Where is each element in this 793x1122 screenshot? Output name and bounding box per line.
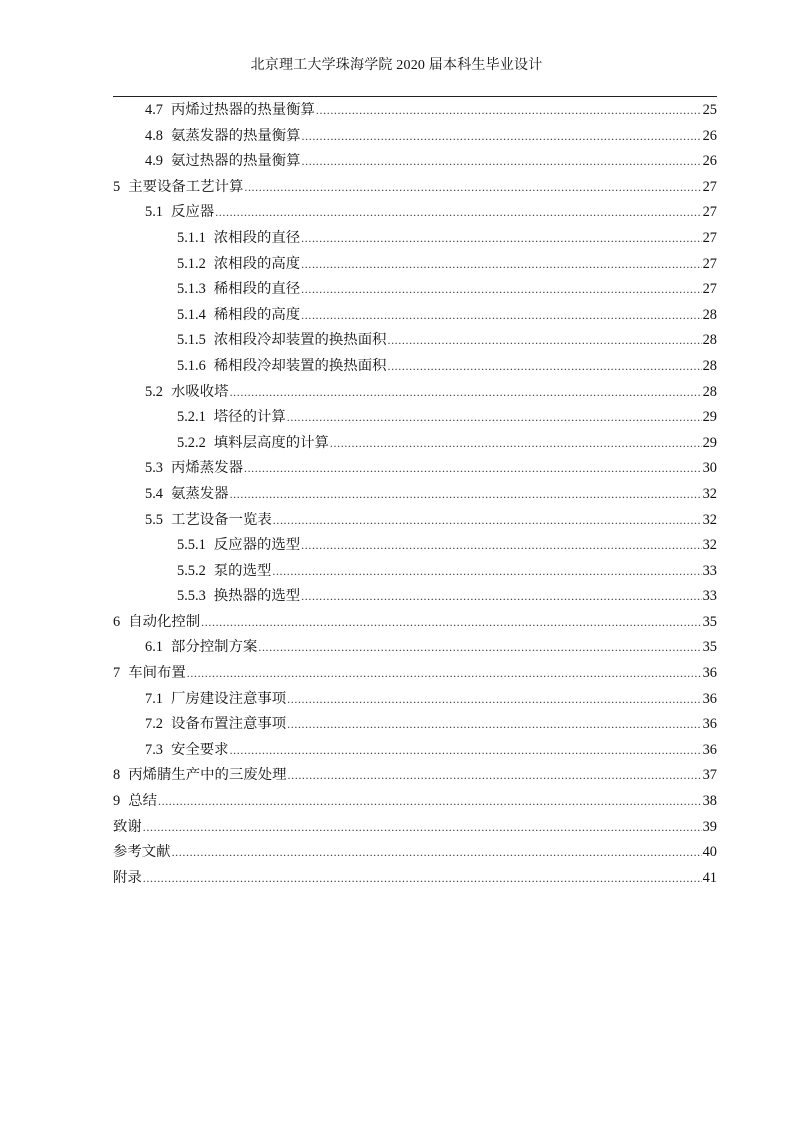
toc-entry-title: 丙烯过热器的热量衡算 bbox=[171, 102, 315, 118]
toc-entry-page-number: 27 bbox=[702, 204, 717, 221]
toc-entry-title: 附录 bbox=[113, 869, 142, 886]
toc-dot-leader bbox=[230, 738, 702, 764]
toc-entry-title: 厂房建设注意事项 bbox=[171, 690, 287, 707]
toc-entry-number: 5.4 bbox=[145, 485, 163, 502]
toc-entry-title: 稀相段的高度 bbox=[213, 306, 301, 323]
toc-entry-number: 5.5.3 bbox=[177, 588, 206, 605]
toc-entry-number: 4.8 bbox=[145, 127, 163, 144]
toc-dot-leader bbox=[244, 175, 701, 201]
toc-entry-number: 5.5 bbox=[145, 511, 163, 528]
toc-entry-page-number: 37 bbox=[702, 767, 717, 784]
toc-entry-page-number: 27 bbox=[702, 229, 717, 246]
toc-entry[interactable] bbox=[113, 840, 717, 866]
toc-entry-number: 8 bbox=[113, 767, 121, 784]
toc-entry-page-number: 36 bbox=[702, 690, 717, 707]
toc-entry-page-number: 35 bbox=[702, 613, 717, 630]
toc-entry[interactable] bbox=[113, 98, 717, 124]
toc-entry-page-number: 28 bbox=[702, 357, 717, 374]
toc-entry-number: 5.2.2 bbox=[177, 434, 206, 451]
toc-entry-title: 氨蒸发器的热量衡算 bbox=[171, 127, 301, 144]
toc-entry-number: 5.1.2 bbox=[177, 255, 206, 272]
toc-entry-title: 参考文献 bbox=[113, 844, 171, 861]
toc-entry-page-number: 26 bbox=[702, 127, 717, 144]
toc-entry-title: 设备布置注意事项 bbox=[171, 716, 287, 733]
toc-entry[interactable] bbox=[113, 354, 717, 380]
toc-dot-leader bbox=[172, 840, 702, 866]
toc-entry[interactable] bbox=[113, 738, 717, 764]
toc-entry-title: 致谢 bbox=[113, 818, 142, 835]
toc-entry-page-number: 36 bbox=[702, 716, 717, 733]
toc-entry-number: 5.3 bbox=[145, 460, 163, 477]
toc-entry-title: 换热器的选型 bbox=[213, 588, 301, 605]
toc-entry-number: 7.2 bbox=[145, 716, 163, 733]
toc-entry-title: 氨蒸发器 bbox=[171, 485, 229, 502]
toc-entry-title: 主要设备工艺计算 bbox=[128, 178, 244, 195]
toc-entry-number: 7.3 bbox=[145, 741, 163, 758]
toc-entry-number: 5.2 bbox=[145, 383, 163, 400]
toc-entry-title: 塔径的计算 bbox=[213, 409, 286, 426]
toc-entry-number: 9 bbox=[113, 793, 121, 810]
toc-entry[interactable] bbox=[113, 149, 717, 175]
toc-entry-page-number: 35 bbox=[702, 639, 717, 656]
toc-entry-number: 5 bbox=[113, 178, 121, 195]
toc-entry[interactable] bbox=[113, 303, 717, 329]
toc-entry-number: 6 bbox=[113, 613, 121, 630]
toc-entry-page-number: 38 bbox=[702, 793, 717, 810]
toc-entry-page-number: 27 bbox=[702, 281, 717, 298]
toc-dot-leader bbox=[287, 712, 701, 738]
toc-entry[interactable] bbox=[113, 405, 717, 431]
toc-entry[interactable] bbox=[113, 635, 717, 661]
toc-entry[interactable] bbox=[113, 559, 717, 585]
toc-entry-title: 工艺设备一览表 bbox=[171, 511, 272, 528]
toc-entry-page-number: 36 bbox=[702, 741, 717, 758]
toc-entry-title: 部分控制方案 bbox=[171, 639, 258, 656]
toc-entry-title: 丙烯蒸发器 bbox=[171, 460, 243, 477]
toc-entry[interactable] bbox=[113, 815, 717, 841]
page-header: 北京理工大学珠海学院 2020 届本科生毕业设计 bbox=[250, 58, 543, 73]
toc-entry-page-number: 32 bbox=[702, 511, 717, 528]
toc-entry[interactable] bbox=[113, 610, 717, 636]
toc-dot-leader bbox=[330, 431, 702, 457]
toc-entry-page-number: 36 bbox=[702, 665, 717, 682]
toc-entry[interactable] bbox=[113, 508, 717, 534]
toc-dot-leader bbox=[301, 533, 701, 559]
toc-entry[interactable] bbox=[113, 175, 717, 201]
toc-dot-leader bbox=[287, 687, 701, 713]
toc-entry-page-number: 33 bbox=[702, 588, 717, 605]
toc-dot-leader bbox=[301, 277, 701, 303]
toc-entry-page-number: 25 bbox=[702, 102, 717, 118]
toc-entry-page-number: 33 bbox=[702, 562, 717, 579]
toc-entry[interactable] bbox=[113, 763, 717, 789]
toc-dot-leader bbox=[201, 610, 701, 636]
toc-entry-page-number: 28 bbox=[702, 306, 717, 323]
toc-entry-page-number: 29 bbox=[702, 434, 717, 451]
toc-entry-number: 4.7 bbox=[145, 102, 163, 118]
toc-entry-title: 安全要求 bbox=[171, 741, 229, 758]
toc-entry-title: 氨过热器的热量衡算 bbox=[171, 153, 301, 170]
toc-entry[interactable] bbox=[113, 533, 717, 559]
toc-dot-leader bbox=[288, 763, 702, 789]
toc-dot-leader bbox=[158, 789, 702, 815]
toc-dot-leader bbox=[302, 149, 702, 175]
header-rule bbox=[113, 96, 717, 97]
toc-entry-title: 浓相段的高度 bbox=[213, 255, 301, 272]
toc-entry-number: 5.1 bbox=[145, 204, 163, 221]
toc-entry-page-number: 41 bbox=[702, 869, 717, 886]
toc-entry-page-number: 30 bbox=[702, 460, 717, 477]
toc-dot-leader bbox=[387, 328, 701, 354]
toc-entry-number: 5.2.1 bbox=[177, 409, 206, 426]
toc-entry-page-number: 39 bbox=[702, 818, 717, 835]
toc-dot-leader bbox=[244, 456, 702, 482]
toc-dot-leader bbox=[143, 815, 702, 841]
toc-entry-title: 稀相段冷却装置的换热面积 bbox=[213, 357, 387, 374]
toc-entry[interactable] bbox=[113, 661, 717, 687]
toc-entry-title: 泵的选型 bbox=[213, 562, 272, 579]
toc-entry[interactable] bbox=[113, 789, 717, 815]
toc-entry-number: 6.1 bbox=[145, 639, 163, 656]
toc-entry-page-number: 29 bbox=[702, 409, 717, 426]
toc-dot-leader bbox=[230, 380, 702, 406]
toc-entry[interactable] bbox=[113, 431, 717, 457]
toc-entry[interactable] bbox=[113, 328, 717, 354]
toc-dot-leader bbox=[230, 482, 702, 508]
toc-dot-leader bbox=[301, 584, 701, 610]
toc-dot-leader bbox=[301, 252, 701, 278]
toc-dot-leader bbox=[301, 303, 701, 329]
toc-entry-page-number: 27 bbox=[702, 178, 717, 195]
toc-entry-number: 5.1.6 bbox=[177, 357, 206, 374]
toc-dot-leader bbox=[316, 98, 702, 124]
toc-entry-number: 7.1 bbox=[145, 690, 163, 707]
toc-entry[interactable] bbox=[113, 456, 717, 482]
toc-entry-number: 5.1.3 bbox=[177, 281, 206, 298]
toc-dot-leader bbox=[387, 354, 701, 380]
toc-dot-leader bbox=[301, 226, 701, 252]
toc-entry[interactable] bbox=[113, 277, 717, 303]
toc-dot-leader bbox=[302, 124, 702, 150]
toc-entry[interactable] bbox=[113, 584, 717, 610]
toc-dot-leader bbox=[272, 559, 701, 585]
toc-entry-page-number: 40 bbox=[702, 844, 717, 861]
toc-entry[interactable] bbox=[113, 226, 717, 252]
toc-entry-title: 反应器的选型 bbox=[213, 537, 301, 554]
toc-entry-page-number: 28 bbox=[702, 383, 717, 400]
toc-entry-page-number: 26 bbox=[702, 153, 717, 170]
toc-entry-title: 填料层高度的计算 bbox=[213, 434, 329, 451]
toc-dot-leader bbox=[287, 405, 702, 431]
toc-entry[interactable] bbox=[113, 687, 717, 713]
toc-entry-title: 自动化控制 bbox=[128, 613, 201, 630]
toc-entry[interactable] bbox=[113, 866, 717, 892]
toc-entry-number: 4.9 bbox=[145, 153, 163, 170]
toc-entry[interactable] bbox=[113, 712, 717, 738]
toc-entry[interactable] bbox=[113, 380, 717, 406]
toc-entry[interactable] bbox=[113, 200, 717, 226]
toc-dot-leader bbox=[215, 200, 701, 226]
table-of-contents bbox=[113, 98, 717, 891]
toc-entry-number: 5.5.1 bbox=[177, 537, 206, 554]
toc-entry-number: 7 bbox=[113, 665, 121, 682]
toc-entry-number: 5.1.4 bbox=[177, 306, 206, 323]
toc-entry-title: 车间布置 bbox=[128, 665, 186, 682]
toc-entry-title: 浓相段的直径 bbox=[213, 229, 301, 246]
toc-entry-number: 5.5.2 bbox=[177, 562, 206, 579]
toc-entry[interactable] bbox=[113, 482, 717, 508]
toc-entry-title: 稀相段的直径 bbox=[213, 281, 301, 298]
toc-entry-title: 总结 bbox=[128, 793, 157, 810]
toc-dot-leader bbox=[273, 508, 702, 534]
toc-entry[interactable] bbox=[113, 252, 717, 278]
toc-entry-page-number: 28 bbox=[702, 332, 717, 349]
toc-entry-title: 反应器 bbox=[171, 204, 215, 221]
toc-dot-leader bbox=[187, 661, 702, 687]
toc-dot-leader bbox=[143, 866, 702, 892]
toc-dot-leader bbox=[258, 635, 701, 661]
toc-entry-number: 5.1.1 bbox=[177, 229, 206, 246]
toc-entry-title: 水吸收塔 bbox=[171, 383, 229, 400]
toc-entry-page-number: 32 bbox=[702, 485, 717, 502]
toc-entry-page-number: 27 bbox=[702, 255, 717, 272]
toc-entry-page-number: 32 bbox=[702, 537, 717, 554]
toc-entry-title: 丙烯腈生产中的三废处理 bbox=[128, 767, 287, 784]
toc-entry[interactable] bbox=[113, 124, 717, 150]
toc-entry-title: 浓相段冷却装置的换热面积 bbox=[213, 332, 387, 349]
toc-entry-number: 5.1.5 bbox=[177, 332, 206, 349]
